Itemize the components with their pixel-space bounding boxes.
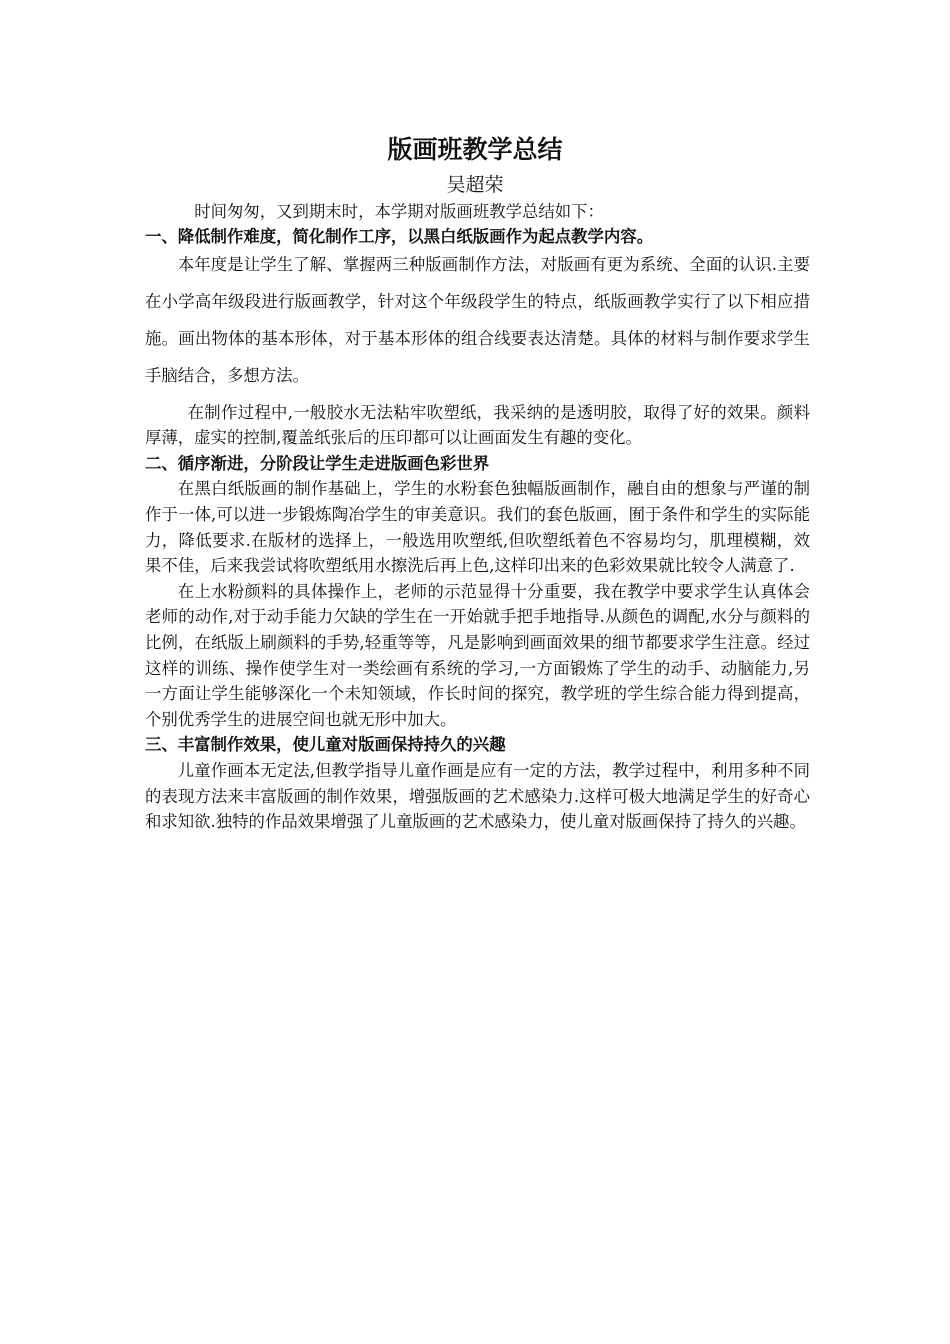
- section-2-paragraph-1: 在黑白纸版画的制作基础上，学生的水粉套色独幅版画制作，融自由的想象与严谨的制作于一体,可以进一步锻炼陶冶学生的审美意识。我们的套色版画，囿于条件和学生的实际能力，降低要求.在版材的选择上，一般选用吹塑纸,但吹塑纸着色不容易均匀，肌理模糊，效果不佳，后来我尝试将吹塑纸用水擦洗后再上色,这样印出来的色彩效果就比较令人满意了.: [145, 479, 810, 576]
- section-3-paragraph-1: 儿童作画本无定法,但教学指导儿童作画是应有一定的方法，教学过程中，利用多种不同的表现方法来丰富版画的制作效果，增强版画的艺术感染力.这样可极大地满足学生的好奇心和求知欲.独特的作品效果增强了儿童版画的艺术感染力，使儿童对版画保持了持久的兴趣。: [145, 760, 810, 832]
- document-author: 吴超荣: [446, 174, 504, 196]
- document-body: [145, 199, 810, 835]
- section-heading-1: 一、降低制作难度，简化制作工序，以黑白纸版画作为起点教学内容。: [145, 227, 654, 246]
- intro-paragraph: 时间匆匆，又到期末时，本学期对版画班教学总结如下：: [194, 202, 604, 221]
- section-1-paragraph-1: 本年度是让学生了解、掌握两三种版画制作方法，对版画有更为系统、全面的认识.主要在小学高年级段进行版画教学，针对这个年级段学生的特点，纸版画教学实行了以下相应措施。画出物体的基本形体，对于基本形体的组合线要表达清楚。具体的材料与制作要求学生手脑结合，多想方法。: [145, 254, 810, 385]
- section-1-paragraph-2: 在制作过程中,一般胶水无法粘牢吹塑纸，我采纳的是透明胶，取得了好的效果。颜料厚薄，虚实的控制,覆盖纸张后的压印都可以让画面发生有趣的变化。: [145, 402, 810, 448]
- section-2-paragraph-2: 在上水粉颜料的具体操作上，老师的示范显得十分重要，我在教学中要求学生认真体会老师的动作,对于动手能力欠缺的学生在一开始就手把手地指导.从颜色的调配,水分与颜料的比例，在纸版上刷颜料的手势,轻重等等，凡是影响到画面效果的细节都要求学生注意。经过这样的训练、操作使学生对一类绘画有系统的学习,一方面锻炼了学生的动手、动脑能力,另一方面让学生能够深化一个未知领域，作长时间的探究，教学班的学生综合能力得到提高，个别优秀学生的进展空间也就无形中加大。: [145, 581, 810, 729]
- section-heading-3: 三、丰富制作效果，使儿童对版画保持持久的兴趣: [145, 735, 506, 755]
- section-heading-2: 二、循序渐进，分阶段让学生走进版画色彩世界: [145, 453, 490, 473]
- document-title: 版画班教学总结: [387, 135, 563, 164]
